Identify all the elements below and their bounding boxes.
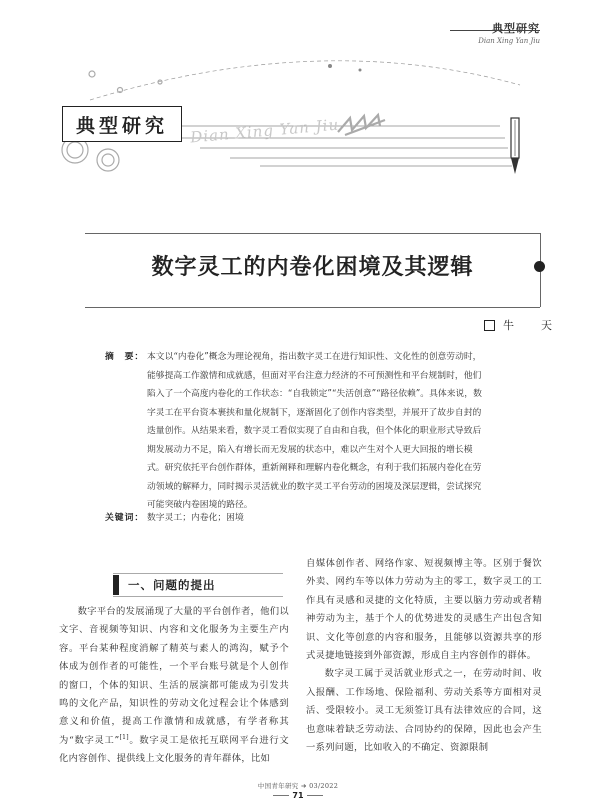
keywords-text: 数字灵工；内卷化；困境 <box>147 513 244 523</box>
running-header-pinyin: Dian Xing Yan Jiu <box>478 37 540 45</box>
footer-page-wrap <box>248 791 348 800</box>
footer-rule <box>307 795 323 796</box>
running-header-section: 典型研究 <box>492 22 540 35</box>
citation-ref: [1] <box>119 733 129 741</box>
author-line <box>484 317 560 333</box>
author-name: 牛 天 <box>503 319 560 332</box>
author-square-icon <box>484 320 495 331</box>
body-text: 数字平台的发展涌现了大量的平台创作者，他们以文字、音视频等知识、内容和文化服务为主要生产内容。平台某种程度消解了精英与素人的鸿沟，赋予个体成为创作者的可能性，一个平台账号就是个人创作的窗口，个体的知识、生活的展演都可能成为引发共鸣的文化产品，知识性的劳动文化过程会让个体感到意义和价值，提高工作激情和成就感，有学者称其为“数字灵工” <box>59 606 289 746</box>
column-banner <box>0 60 595 180</box>
keywords <box>105 509 490 528</box>
footer-rule <box>273 795 289 796</box>
title-bottom-rule <box>85 307 540 308</box>
article-title: 数字灵工的内卷化困境及其逻辑 <box>151 255 474 280</box>
body-paragraph <box>59 603 289 769</box>
abstract-text: 本文以“内卷化”概念为理论视角，指出数字灵工在进行知识性、文化性的创意劳动时，能够提高工作激情和成就感，但面对平台注意力经济的不可预测性和平台规制时，他们陷入了一个高度内卷化的工作状态：“自我锁定”“失活创意”“路径依赖”。具体来说，数字灵工在平台资本裹挟和量化规制下，逐渐固化了创作内容类型，并展开了故步自封的迭量创作。从结果来看，数字灵工看似实现了自由和自我，但个体化的职业形式导致后期发展动力不足，陷入有增长而无发展的状态中，难以产生对个人更大回报的增长模式。研究依托平台创作群体，重新阐释和理解内卷化概念，有利于我们拓展内卷化在劳动领域的解释力，同时揭示灵活就业的数字灵工平台劳动的困境及深层逻辑，尝试探究可能突破内卷困境的路径。 <box>147 352 482 510</box>
keywords-label: 关键词： <box>105 513 145 523</box>
column-label-pinyin: Dian Xing Yan Jiu <box>189 115 340 147</box>
abstract-label: 摘 要： <box>105 352 145 362</box>
running-header-rule <box>450 30 540 31</box>
body-column-right <box>306 555 542 757</box>
body-column-left <box>59 603 289 769</box>
section-heading-bar <box>113 575 119 595</box>
body-text: 。数字灵工是依托互联网平台进行文化内容创作、提供线上文化服务的青年群体，比如 <box>59 734 289 765</box>
section-heading <box>113 573 283 597</box>
page-number: 71 <box>292 791 304 800</box>
section-title: 一、问题的提出 <box>128 578 216 592</box>
page-footer <box>248 781 348 800</box>
body-paragraph: 数字灵工属于灵活就业形式之一，在劳动时间、收入报酬、工作场地、保险福利、劳动关系等方面相对灵活、受限较小。灵工无须签订具有法律效应的合同，这也意味着缺乏劳动法、合同协约的保障，因此也会产生一系列问题，比如收入的不确定、资源限制 <box>306 668 542 754</box>
column-label: 典型研究 <box>62 106 182 142</box>
body-paragraph: 自媒体创作者、网络作家、短视频博主等。区别于餐饮外卖、网约车等以体力劳动为主的零工，数字灵工的工作具有灵感和灵捷的文化特质，主要以脑力劳动或者精神劳动为主，基于个人的优势进发的灵感生产出包含知识、文化等创意的内容和服务，且能够以资源共享的形式灵捷地链接到外部资源，形成自主内容创作的群体。 <box>306 558 542 662</box>
footer-journal: 中国青年研究 ➔ 03/2022 <box>257 782 339 790</box>
abstract <box>105 348 490 515</box>
running-header <box>478 20 540 45</box>
